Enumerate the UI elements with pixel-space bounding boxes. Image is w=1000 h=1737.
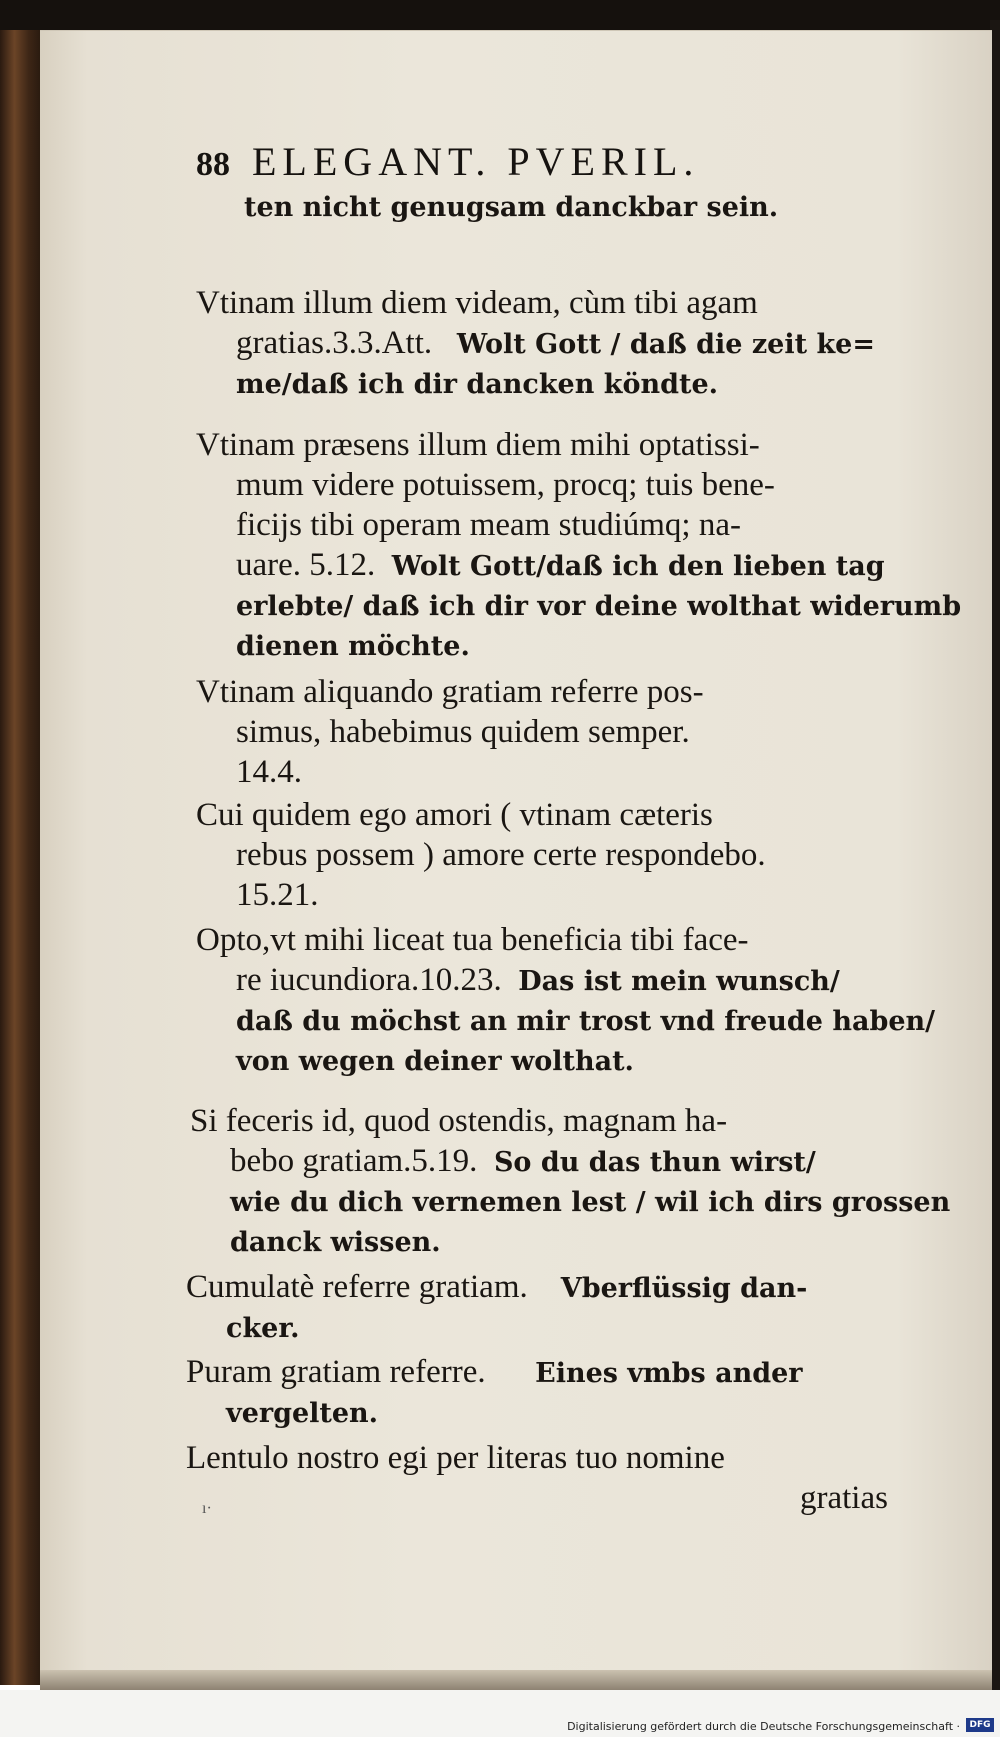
text-line: dienen möchte. xyxy=(236,631,470,662)
text-line xyxy=(196,323,875,365)
text-line xyxy=(190,1141,950,1183)
latin-text: uare. 5.12. xyxy=(236,547,376,583)
page-number: 88 xyxy=(196,146,230,183)
text-line: simus, habebimus quidem semper. xyxy=(236,714,690,750)
text-line: ten nicht genugsam danckbar sein. xyxy=(244,192,779,223)
latin-text: re iucundiora.10.23. xyxy=(236,962,502,998)
text-line: 15.21. xyxy=(236,877,319,913)
german-text: Wolt Gott / daß die zeit ke= xyxy=(456,329,875,360)
text-line xyxy=(196,545,961,587)
page-edge-shadow xyxy=(40,1670,992,1690)
text-line: Cui quidem ego amori ( vtinam cæteris xyxy=(196,797,713,833)
stray-mark: ı· xyxy=(202,1500,212,1517)
entry-9 xyxy=(186,1438,725,1478)
text-line xyxy=(186,1352,803,1394)
latin-text: Cumulatè referre gratiam. xyxy=(186,1269,528,1305)
text-line xyxy=(196,960,935,1002)
text-line: mum videre potuissem, procq; tuis bene- xyxy=(236,467,775,503)
text-line: ficijs tibi operam meam studiúmq; na- xyxy=(236,507,741,543)
text-line: Lentulo nostro egi per literas tuo nomine xyxy=(186,1440,725,1476)
latin-text: gratias.3.3.Att. xyxy=(236,325,433,361)
dfg-logo-icon: DFG xyxy=(966,1718,994,1732)
german-text: Vberflüssig dan- xyxy=(560,1273,808,1304)
entry-4 xyxy=(196,795,766,915)
text-line: wie du dich vernemen lest / wil ich dirs grossen xyxy=(230,1187,951,1218)
catchword: gratias xyxy=(800,1480,888,1516)
text-line: me/daß ich dir dancken köndte. xyxy=(236,369,719,400)
text-line: Si feceris id, quod ostendis, magnam ha- xyxy=(190,1103,728,1139)
text-line: 14.4. xyxy=(236,754,302,790)
text-line: Vtinam illum diem videam, cùm tibi agam xyxy=(196,285,758,321)
text-line: cker. xyxy=(226,1313,300,1344)
text-line: Vtinam præsens illum diem mihi optatissi- xyxy=(196,427,760,463)
text-line: vergelten. xyxy=(226,1398,379,1429)
text-line: daß du möchst an mir trost vnd freude haben/ xyxy=(236,1006,936,1037)
text-line: von wegen deiner wolthat. xyxy=(236,1046,634,1077)
entry-5 xyxy=(196,920,935,1082)
entry-6 xyxy=(190,1101,950,1263)
entry-2 xyxy=(196,425,961,667)
latin-text: Puram gratiam referre. xyxy=(186,1354,486,1390)
text-line: danck wissen. xyxy=(230,1227,441,1258)
entry-8 xyxy=(186,1352,803,1434)
german-text: Wolt Gott/daß ich den lieben tag xyxy=(391,551,885,582)
running-head: ELEGANT. PVERIL. xyxy=(252,139,700,184)
entry-1 xyxy=(196,283,875,405)
entry-7 xyxy=(186,1267,807,1349)
text-line: Vtinam aliquando gratiam referre pos- xyxy=(196,674,704,710)
latin-text: bebo gratiam.5.19. xyxy=(230,1143,478,1179)
text-line: Opto,vt mihi liceat tua beneficia tibi face- xyxy=(196,922,749,958)
page-header xyxy=(196,138,940,185)
entry-3 xyxy=(196,672,704,792)
german-text: Eines vmbs ander xyxy=(535,1358,803,1389)
text-line: erlebte/ daß ich dir vor deine wolthat widerumb xyxy=(236,591,962,622)
text-line: rebus possem ) amore certe respondebo. xyxy=(236,837,766,873)
text-line xyxy=(186,1267,807,1309)
digitization-credit: Digitalisierung gefördert durch die Deutsche Forschungsgemeinschaft · xyxy=(567,1720,960,1733)
german-text: Das ist mein wunsch/ xyxy=(518,966,840,997)
german-text: So du das thun wirst/ xyxy=(493,1147,816,1178)
